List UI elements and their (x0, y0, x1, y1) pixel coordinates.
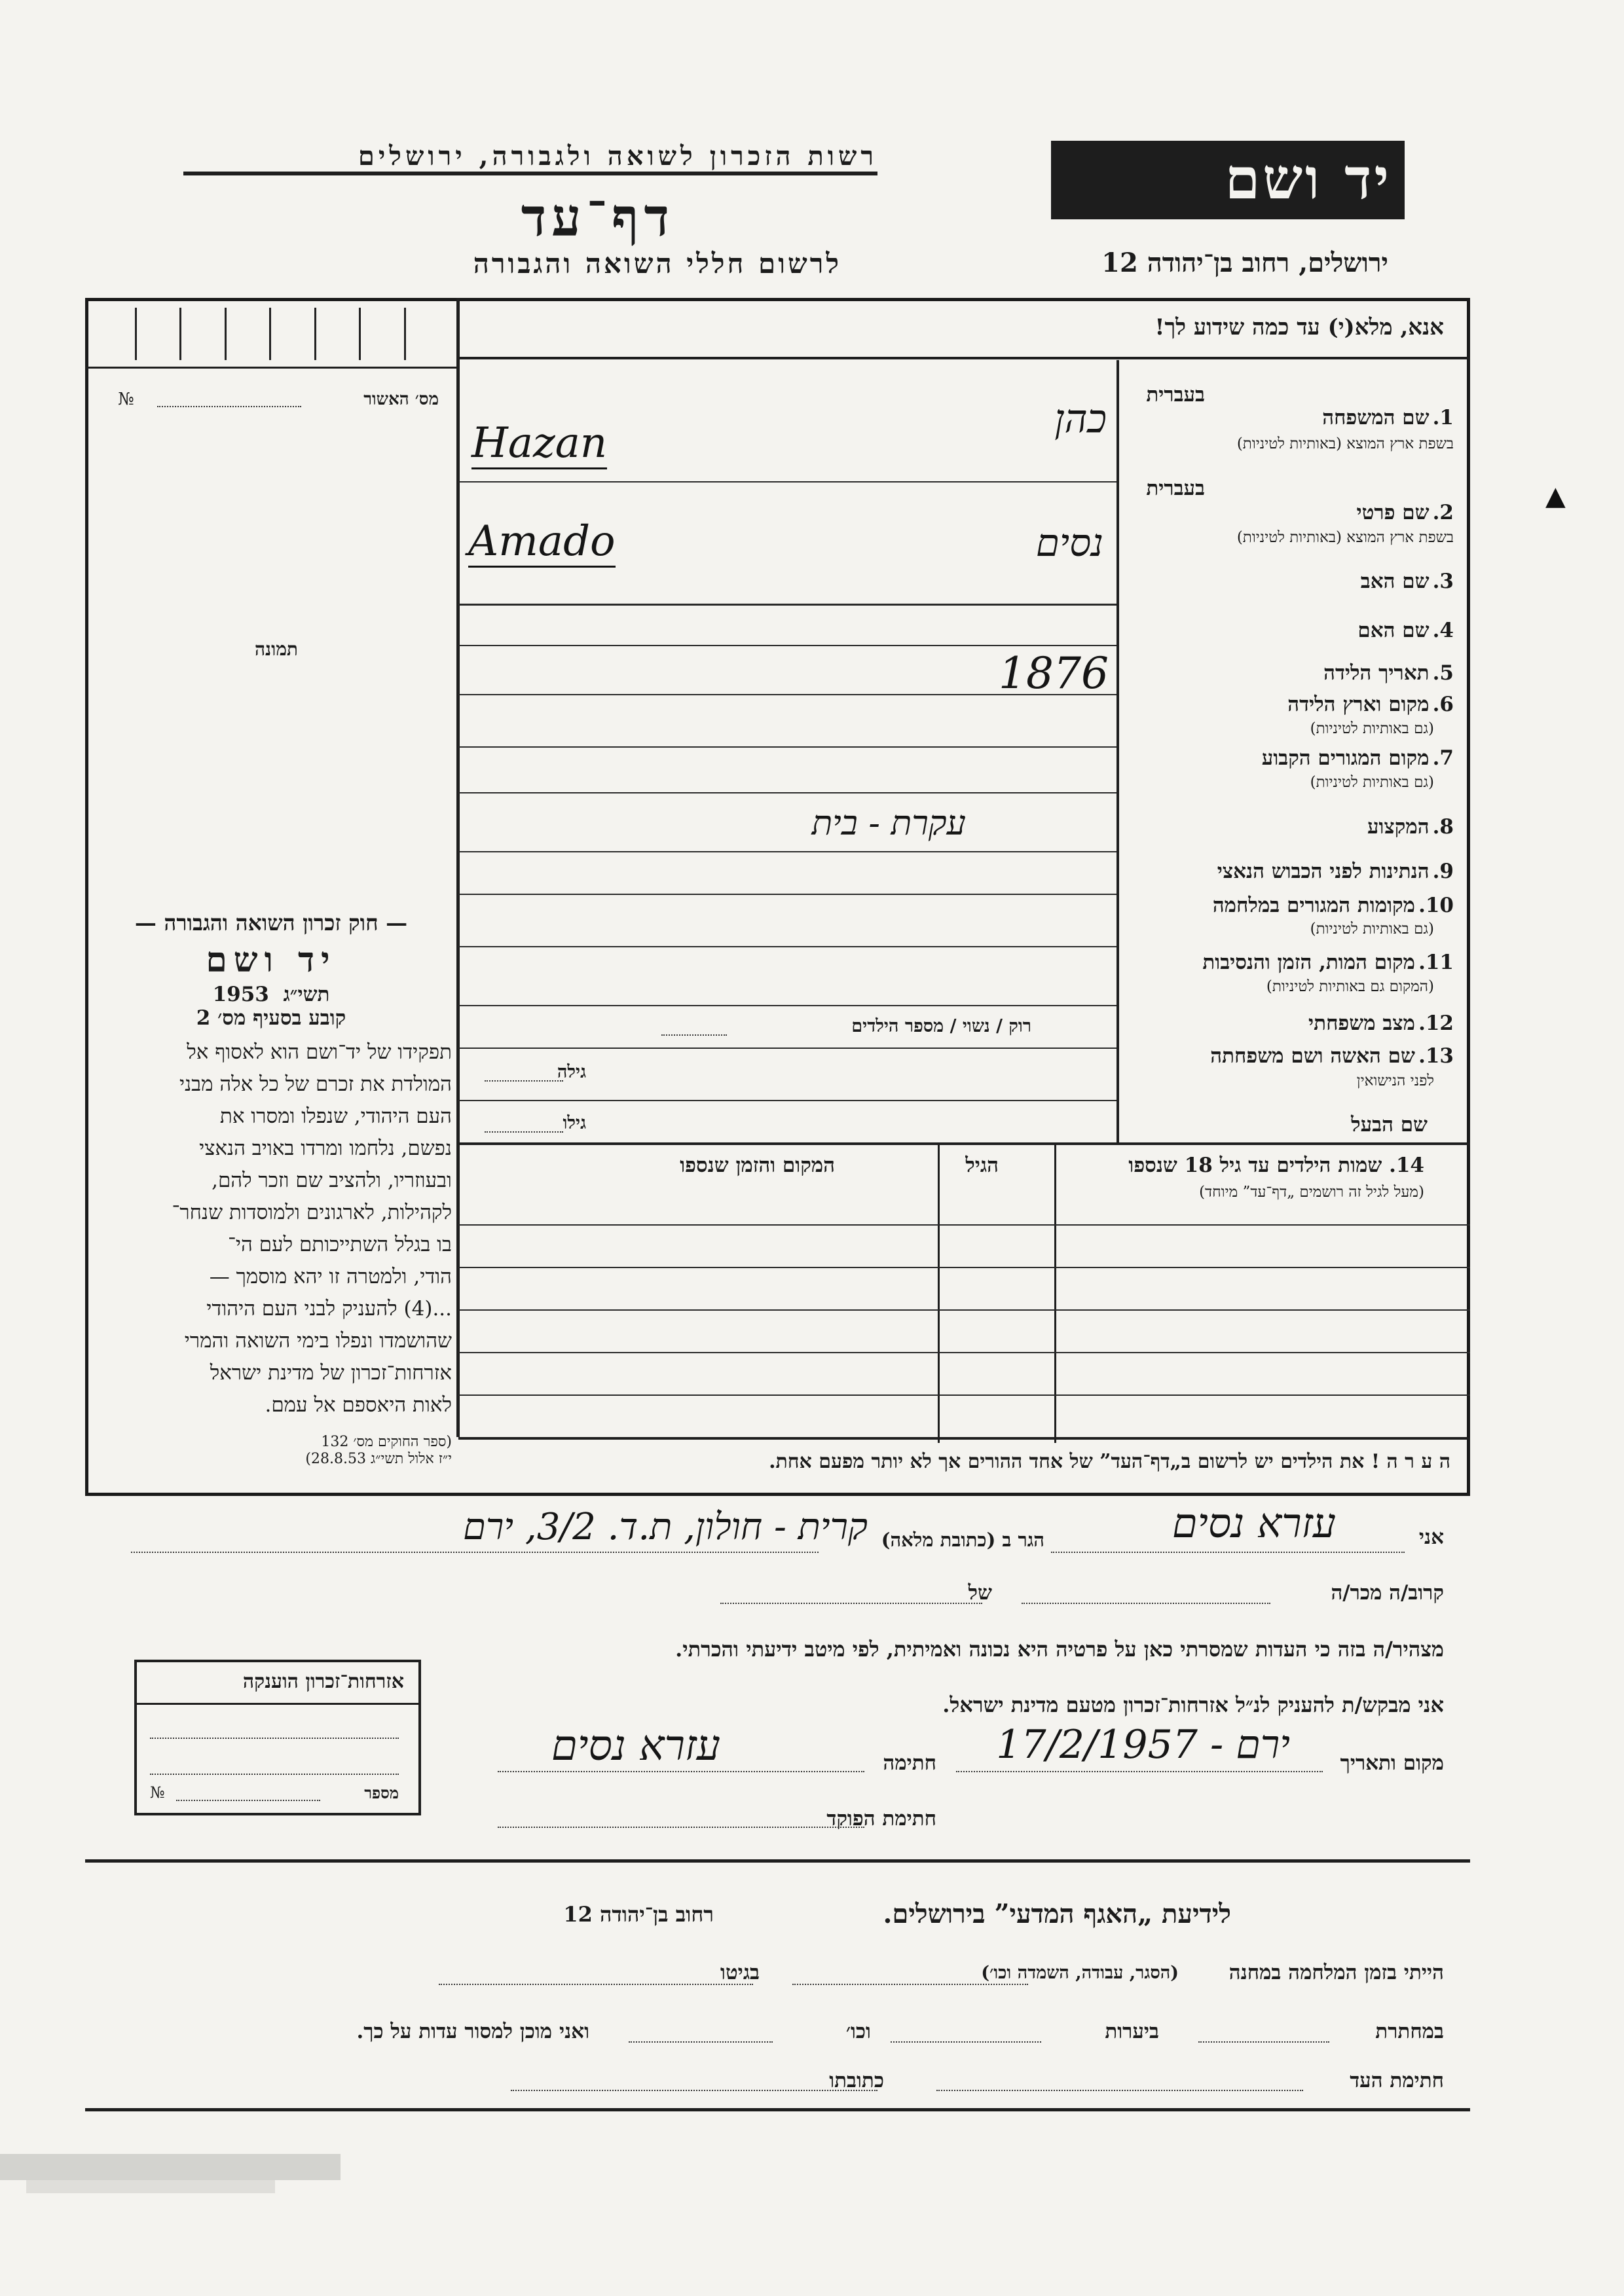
form-title: דף־עד (521, 187, 674, 248)
husband-label: שם הבעל (1351, 1113, 1428, 1137)
law-clause: קובע בסעיף מס׳ 2 (196, 1006, 346, 1030)
field-11-sub: (המקום גם באותיות לטיניות) (1266, 978, 1434, 995)
declarant-name-value: עזרא נסים (1172, 1499, 1336, 1547)
table-row (458, 1309, 1470, 1311)
law-line: הודי, ולמטרה זו יהא מוסמך — (209, 1265, 452, 1288)
field-5: 5. תאריך הלידה (1323, 661, 1454, 685)
request-text: אני מבקש/ת להעניק לנ״ל אזרחות־זכרון מטעם מדינת ישראל. (942, 1692, 1444, 1717)
law-logo: יד ושם (206, 940, 337, 980)
witness-address-field[interactable] (511, 2090, 877, 2091)
approval-rule (85, 367, 458, 369)
table-row (458, 1267, 1470, 1268)
law-title: — חוק זכרון השואה והגבורה — (134, 910, 408, 936)
footer-address: רחוב בן־יהודה 12 (563, 1902, 714, 1927)
field-1: 1. שם המשפחה (1322, 406, 1454, 429)
children-sub: (מעל לגיל זה רושמים „דף־עד” מיוחד) (1199, 1184, 1424, 1201)
field-9: 9. הנתינות לפני הכבוש הנאצי (1217, 860, 1454, 883)
scan-noise (0, 2154, 341, 2180)
children-table-bottom (458, 1437, 1470, 1440)
approval-boxes (92, 308, 449, 360)
law-line: בו בגלל השתייכותם לעם הי־ (228, 1233, 452, 1256)
row-rule (458, 1005, 1116, 1006)
forests-field[interactable] (891, 2041, 1041, 2043)
underground-label: במחתרת (1375, 2020, 1444, 2043)
row-rule (458, 792, 1116, 793)
header-address: ירושלים, רחוב בן־יהודה 12 (1101, 247, 1388, 278)
occupation-value: עקרת - בית (811, 804, 966, 843)
row-rule (458, 746, 1116, 748)
footer-title: לידיעת „האגף המדעי” בירושלים. (883, 1899, 1231, 1929)
hebrew-tag: בעברית (1146, 477, 1205, 500)
approval-number-symbol: № (118, 390, 134, 409)
declaration-text: מצהיר/ה בזה כי העדות שמסרתי כאן על פרטיה היא נכונה ואמיתית, לפי מיטב ידיעתי והכרתי. (675, 1637, 1444, 1662)
testimony-statement: ואני מוכן למסור עדות על כך. (356, 2020, 589, 2043)
field-1-sub: בשפת ארץ המוצא (באותיות לטיניות) (1236, 435, 1454, 452)
signature-label: חתימה (883, 1751, 936, 1775)
law-line: לאות היאספם אל עמם. (265, 1393, 452, 1417)
law-line: המולדת את זכרם של כל אלה מבני (179, 1072, 452, 1096)
law-line: נפשם, נלחמו ומרדו באויב הנאצי (199, 1137, 452, 1160)
age-column-header: הגיל (965, 1154, 999, 1177)
signature-value: עזרא נסים (551, 1722, 720, 1770)
instruction-divider (458, 357, 1470, 359)
etc-label: וכו׳ (845, 2020, 871, 2043)
approval-label: מס׳ האשור (363, 390, 439, 409)
certificate-line[interactable] (150, 1738, 399, 1739)
form-subtitle: לרשום חללי השואה והגבורה (473, 247, 841, 280)
field-2: 2. שם פרטי (1356, 501, 1454, 524)
footer-bottom (85, 2108, 1470, 2111)
place-date-value: ירם - 17/2/1957 (996, 1722, 1290, 1768)
place-column-header: המקום והזמן שנספו (680, 1154, 835, 1177)
section-14-top (458, 1142, 1470, 1145)
margin-mark: ▲ (1545, 481, 1566, 511)
birth-year-value: 1876 (999, 648, 1109, 699)
field-10-sub: (גם באותיות לטיניות) (1310, 920, 1434, 938)
certificate-box (134, 1660, 421, 1815)
husband-age-field[interactable] (485, 1131, 563, 1133)
given-latin-value: Amado (468, 517, 616, 568)
photo-area[interactable] (98, 426, 449, 858)
row-rule (458, 946, 1116, 947)
camp-field[interactable] (792, 1984, 1028, 1985)
place-date-label: מקום ותאריך (1340, 1751, 1444, 1775)
hebrew-tag: בעברית (1146, 383, 1205, 407)
husband-age-label: גילו (563, 1113, 586, 1133)
field-3: 3. שם האב (1360, 570, 1454, 593)
photo-label: תמונה (254, 638, 298, 660)
field-10: 10. מקומות המגורים במלחמה (1212, 894, 1454, 917)
banner-underline (183, 172, 877, 175)
law-line: ובעוזריו, ולהציב שם וזכר להם, (212, 1169, 452, 1192)
law-ref-1: (ספר החוקים מס׳ 132 (321, 1434, 452, 1450)
field-7-sub: (גם באותיות לטיניות) (1310, 774, 1434, 791)
witness-signature-label: חתימת העד (1350, 2069, 1444, 2092)
given-hebrew-value: נסים (1035, 520, 1103, 565)
certificate-number-symbol: № (150, 1783, 165, 1802)
law-line: העם היהודי, שנפלו ומסרו את (219, 1104, 452, 1128)
instruction-text: אנא, מלא(י) עד כמה שידוע לך! (1154, 314, 1444, 340)
footer-divider (85, 1859, 1470, 1863)
row-rule (458, 645, 1116, 646)
law-line: שהושמדו ונפלו בימי השואה והמרי (184, 1329, 452, 1353)
field-6: 6. מקום וארץ הלידה (1287, 693, 1454, 716)
yad-vashem-logo: יד ושם (1051, 141, 1405, 219)
law-year-heb: תשי״ג (283, 983, 330, 1006)
certificate-number-field[interactable] (176, 1800, 320, 1801)
children-col-divider (938, 1145, 940, 1443)
witness-address-label: כתובתו (829, 2069, 884, 2092)
forests-label: ביערות (1105, 2020, 1159, 2043)
scan-noise (26, 2180, 275, 2193)
camp-label: הייתי בזמן המלחמה במחנה (1228, 1961, 1444, 1984)
children-count-field[interactable] (661, 1034, 727, 1036)
approval-field[interactable] (157, 406, 301, 407)
address-field[interactable] (131, 1552, 819, 1553)
resident-label: הגר ב (כתובת מלאה) (881, 1529, 1044, 1551)
field-6-sub: (גם באותיות לטיניות) (1310, 720, 1434, 737)
ghetto-field[interactable] (439, 1984, 753, 1985)
name-boxes (458, 360, 1116, 606)
wife-age-field[interactable] (485, 1080, 563, 1082)
declarant-name-field[interactable] (1051, 1552, 1405, 1553)
relative-label: קרוב/ה מכר/ה (1331, 1581, 1444, 1605)
field-8: 8. המקצוע (1367, 815, 1454, 839)
field-2-sub: בשפת ארץ המוצא (באותיות לטיניות) (1236, 529, 1454, 546)
field-13: 13. שם האשה ושם משפחתה (1210, 1044, 1454, 1068)
row-rule (458, 1048, 1116, 1049)
underground-field[interactable] (1198, 2041, 1329, 2043)
law-line: אזרחות־זכרון של מדינת ישראל (210, 1361, 452, 1385)
law-line: לקהילות, לארגונים ולמוסדות שנחר־ (172, 1201, 452, 1224)
table-row (458, 1394, 1470, 1396)
field-12: 12. מצב משפחתי (1308, 1011, 1454, 1035)
field-7: 7. מקום המגורים הקבוע (1261, 746, 1454, 770)
of-field[interactable] (720, 1603, 982, 1604)
law-year: 1953 (212, 983, 269, 1006)
signature-field[interactable] (498, 1771, 864, 1772)
children-note: ה ע ר ה ! את הילדים יש לרשום ב„דף־העד” של אחד ההורים אך לא יותר מפעם אחת. (769, 1450, 1450, 1473)
witness-signature-field[interactable] (936, 2090, 1303, 2091)
field-4: 4. שם האם (1357, 619, 1454, 642)
law-box (90, 910, 452, 1493)
surname-hebrew-value: כהן (1054, 396, 1107, 442)
place-date-field[interactable] (956, 1771, 1323, 1772)
etc-field[interactable] (629, 2041, 773, 2043)
officer-signature-field[interactable] (498, 1827, 864, 1828)
of-label: של (968, 1581, 992, 1605)
camp-types: (הסגר, עבודה, השמדה וכו׳) (981, 1963, 1179, 1983)
wife-age-label: גילה (557, 1062, 586, 1082)
law-line: ...(4) להעניק לבני העם היהודי (206, 1297, 452, 1321)
row-rule (458, 604, 1116, 605)
table-row (458, 1224, 1470, 1226)
children-col-divider (1054, 1145, 1056, 1443)
address-value: קרית - חולון, ת.ד. 3/2, ירם (462, 1506, 868, 1548)
officer-label: חתימת הפוקד (826, 1807, 936, 1831)
top-banner: רשות הזכרון לשואה ולגבורה, ירושלים (358, 141, 877, 172)
law-body (90, 1036, 452, 1421)
row-rule (458, 481, 1116, 483)
children-label: 14. שמות הילדים עד גיל 18 שנספו (1128, 1154, 1424, 1177)
row-rule (458, 1100, 1116, 1101)
certificate-title: אזרחות־זכרון הוענקה (242, 1670, 404, 1693)
law-ref-2: י״ז אלול תשי״ג 28.8.53) (305, 1451, 452, 1467)
relation-field[interactable] (1022, 1603, 1270, 1604)
family-status-options: רוק / נשוי / מספר הילדים (851, 1016, 1031, 1036)
declarant-label: אני (1418, 1525, 1444, 1549)
law-line: תפקידו של יד־ושם הוא לאסוף אל (187, 1040, 452, 1064)
certificate-number-label: מספר (364, 1783, 399, 1802)
ghetto-label: בגיטו (720, 1961, 760, 1984)
row-rule (458, 894, 1116, 895)
hebrew-latin-split (1116, 360, 1119, 604)
row-rule (458, 851, 1116, 852)
certificate-line[interactable] (150, 1774, 399, 1775)
field-13-sub: לפני הנישואין (1356, 1072, 1434, 1089)
surname-latin-value: Hazan (471, 419, 607, 469)
table-row (458, 1352, 1470, 1353)
field-11: 11. מקום המות, הזמן והנסיבות (1202, 951, 1454, 974)
